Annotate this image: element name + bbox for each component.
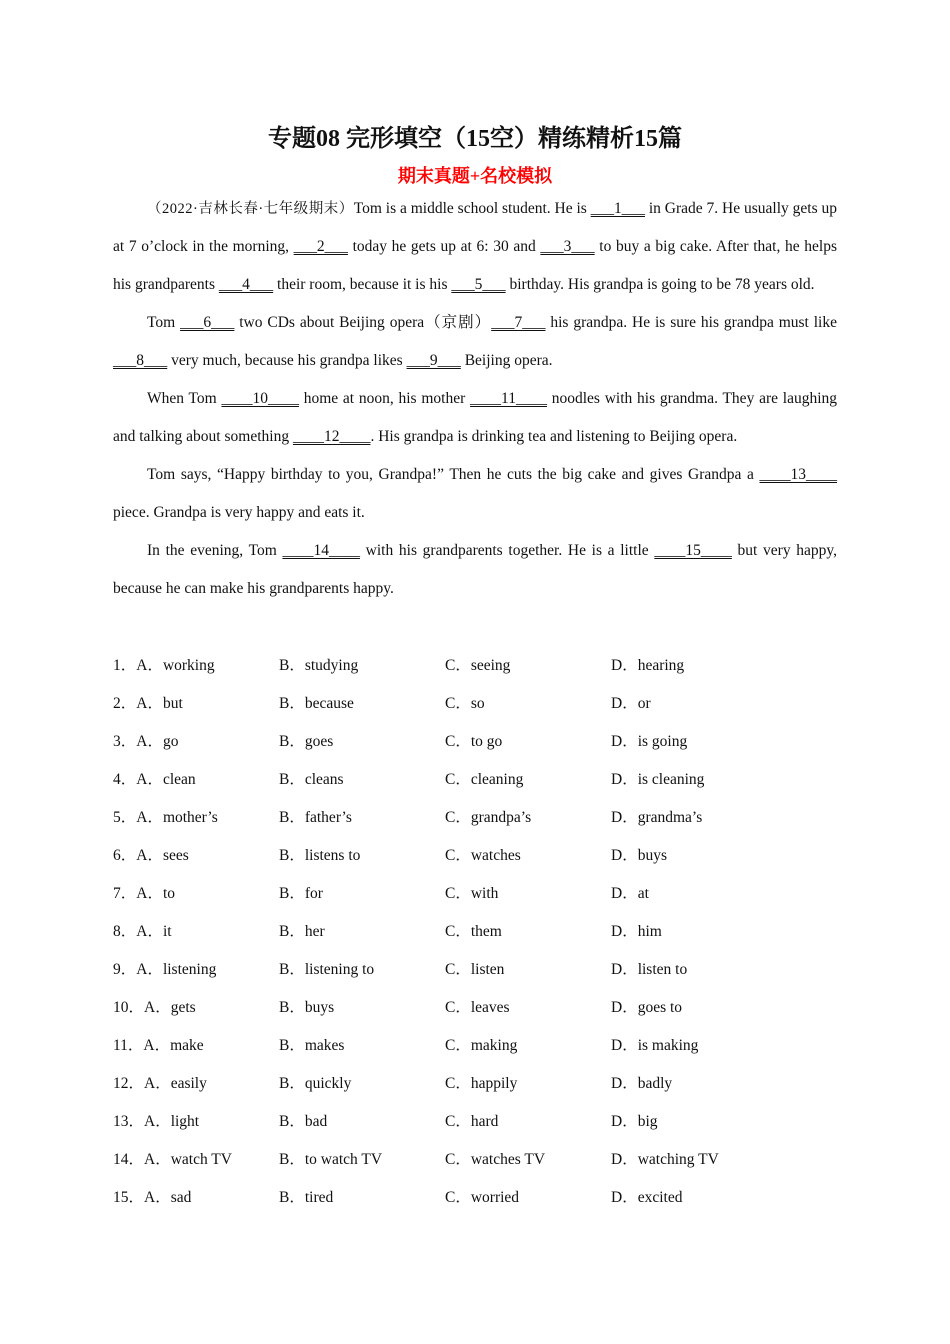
option-b: B．cleans [279,771,344,788]
option-b: B．tired [279,1189,334,1206]
option-a: 9．A．listening [113,961,217,978]
question-row [113,951,837,989]
blank-3: ___3___ [540,238,595,255]
option-d: D．hearing [611,657,685,674]
question-row [113,723,837,761]
option-d: D．grandma’s [611,809,703,826]
option-c: C．seeing [445,657,511,674]
blank-9: ___9___ [406,352,461,369]
blank-6: ___6___ [180,314,235,331]
option-a: 4．A．clean [113,771,196,788]
page-title: 专题08 完形填空（15空）精练精析15篇 [268,126,682,152]
option-c: C．watches [445,847,521,864]
question-row [113,761,837,799]
question-row [113,1141,837,1179]
blank-10: ____10____ [221,390,299,407]
option-b: B．her [279,923,325,940]
option-a: 10．A．gets [113,999,196,1016]
option-c: C．happily [445,1075,518,1092]
option-c: C．with [445,885,499,902]
option-c: C．cleaning [445,771,524,788]
question-list [113,647,837,1217]
option-c: C．to go [445,733,503,750]
blank-2: ___2___ [293,238,348,255]
question-row [113,685,837,723]
option-b: B．for [279,885,323,902]
question-row [113,647,837,685]
option-d: D．watching TV [611,1151,719,1168]
option-b: B．father’s [279,809,352,826]
option-d: D．is cleaning [611,771,705,788]
blank-15: ____15____ [654,542,732,559]
option-d: D．badly [611,1075,673,1092]
option-d: D．big [611,1113,658,1130]
cloze-passage [113,190,837,608]
option-a: 15．A．sad [113,1189,192,1206]
option-a: 7．A．to [113,885,176,902]
option-c: C．them [445,923,502,940]
option-a: 13．A．light [113,1113,200,1130]
option-c: C．grandpa’s [445,809,532,826]
passage-paragraph-5: In the evening, Tom ____14____ with his grandparents together. He is a little ____15____ but very happy, because he can make his grandparents happy. [113,542,837,597]
question-row [113,1027,837,1065]
passage-paragraph-3: When Tom ____10____ home at noon, his mother ____11____ noodles with his grandma. They are laughing and talking about something ____12____. His grandpa is drinking tea and listening to Beijing opera. [113,390,838,445]
blank-8: ___8___ [113,352,168,369]
question-row [113,837,837,875]
option-a: 5．A．mother’s [113,809,218,826]
passage-paragraph-2: Tom ___6___ two CDs about Beijing opera（京剧）___7___ his grandpa. He is sure his grandpa must like ___8___ very much, because his grandpa likes ___9___ Beijing opera. [113,314,837,369]
option-d: D．listen to [611,961,688,978]
option-a: 6．A．sees [113,847,189,864]
blank-12: ____12____ [292,428,371,445]
option-b: B．because [279,695,354,712]
option-d: D．goes to [611,999,683,1016]
option-d: D．him [611,923,662,940]
option-b: B．quickly [279,1075,352,1092]
blank-7: ___7___ [491,314,546,331]
option-b: B．to watch TV [279,1151,383,1168]
option-c: C．watches TV [445,1151,546,1168]
question-row [113,1103,837,1141]
option-c: C．making [445,1037,518,1054]
blank-13: ____13____ [759,466,837,483]
option-d: D．or [611,695,651,712]
option-a: 12．A．easily [113,1075,207,1092]
option-b: B．listens to [279,847,361,864]
option-d: D．at [611,885,649,902]
option-c: C．hard [445,1113,499,1130]
option-c: C．leaves [445,999,510,1016]
question-row [113,799,837,837]
option-b: B．bad [279,1113,328,1130]
option-d: D．is making [611,1037,699,1054]
option-c: C．so [445,695,485,712]
option-a: 11．A．make [113,1037,204,1054]
passage-paragraph-4: Tom says, “Happy birthday to you, Grandpa!” Then he cuts the big cake and gives Grandpa a ____13____ piece. Grandpa is very happy and eats it. [113,466,837,521]
blank-1: ___1___ [590,200,645,217]
option-a: 14．A．watch TV [113,1151,232,1168]
option-b: B．makes [279,1037,345,1054]
option-a: 8．A．it [113,923,172,940]
blank-11: ____11____ [470,390,547,407]
option-a: 3．A．go [113,733,179,750]
blank-14: ____14____ [282,542,360,559]
blank-4: ___4___ [218,276,274,293]
option-d: D．excited [611,1189,683,1206]
option-c: C．worried [445,1189,520,1206]
question-row [113,1065,837,1103]
source-label: （2022·吉林长春·七年级期末） [147,201,354,217]
option-b: B．listening to [279,961,375,978]
option-b: B．goes [279,733,334,750]
option-b: B．studying [279,657,359,674]
option-c: C．listen [445,961,505,978]
question-row [113,989,837,1027]
passage-paragraph-1: （2022·吉林长春·七年级期末）Tom is a middle school student. He is ___1___ in Grade 7. He usually gets up at 7 o’clock in the morning, ___2___ today he gets up at 6: 30 and ___3___ to buy a big cake. After that, he helps his grandparents ___4___ their room, because it is his ___5___ birthday. His grandpa is going to be 78 years old. [113,200,837,293]
option-a: 1．A．working [113,657,215,674]
option-d: D．is going [611,733,688,750]
blank-5: ___5___ [451,276,506,293]
option-d: D．buys [611,847,667,864]
page-subtitle: 期末真题+名校模拟 [397,166,553,186]
option-b: B．buys [279,999,335,1016]
question-row [113,875,837,913]
question-row [113,1179,837,1217]
option-a: 2．A．but [113,695,183,712]
question-row [113,913,837,951]
